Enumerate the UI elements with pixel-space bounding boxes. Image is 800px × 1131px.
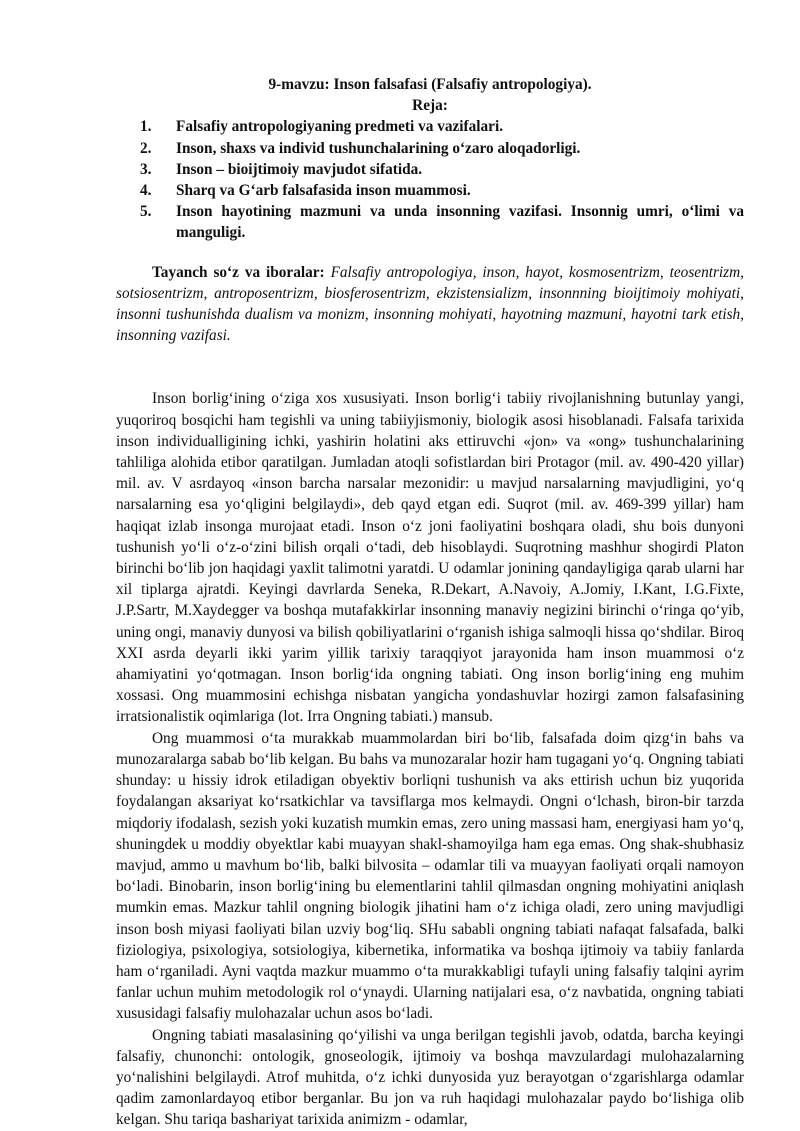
- plan-item-number: 3.: [140, 160, 152, 178]
- plan-item-text: Inson, shaxs va individ tushunchalarining o‘zaro aloqadorligi.: [176, 139, 581, 157]
- body-paragraph: Ongning tabiati masalasining qo‘yilishi va unga berilgan tegishli javob, odatda, barcha keyingi falsafiy, chunonchi: ontologik, gnoseologik, ijtimoiy va boshqa mavzulardagi mulohazalarning yo‘nalishini belgilaydi. Atrof muhitda, o‘z ichki dunyosida yuz berayotgan o‘zgarishlarga odamlar qadim zamonlardayoq etibor berganlar. Bu jon va ruh haqidagi mulohazalar paydo bo‘lishiga olib kelgan. Shu tariqa bashariyat tarixida animizm - odamlar,: [116, 1026, 744, 1129]
- body-paragraph: Ong muammosi o‘ta murakkab muammolardan biri bo‘lib, falsafada doim qizg‘in bahs va munozaralarga sabab bo‘lib kelgan. Bu bahs va munozaralar hozir ham tugagani yo‘q. Ongning tabiati shunday: u hissiy idrok etiladigan obyektiv borliqni tushunish va aks ettirish uchun biz yuqorida foydalangan aksariyat ko‘rsatkichlar va tavsiflarga mos kelmaydi. Ongni o‘lchash, biron-bir tarzda miqdoriy ifodalash, sezish yoki kuzatish mumkin emas, zero uning massasi ham, energiyasi ham yo‘q, shuningdek u moddiy obyektlar kabi muayyan shakl-shamoyilga ham ega emas. Ong shak-shubhasiz mavjud, ammo u mavhum bo‘lib, balki bilvosita – odamlar tili va muayyan faoliyati orqali namoyon bo‘ladi. Binobarin, inson borlig‘ining bu elementlarini tahlil qilmasdan ongning mohiyatini aniqlash mumkin emas. Mazkur tahlil ongning biologik jihatini ham o‘z ichiga oladi, zero uning mavjudligi inson bosh miyasi faoliyati bilan uzviy bog‘liq. SHu sababli ongning tabiati nafaqat falsafada, balki fiziologiya, psixologiya, sotsiologiya, kibernetika, informatika va boshqa ijtimoiy va tabiiy fanlarda ham o‘rganiladi. Ayni vaqtda mazkur muammo o‘ta murakkabligi tufayli uning falsafiy talqini ayrim fanlar uchun muhim metodologik rol o‘ynaydi. Ularning natijalari esa, o‘z navbatida, ongning tabiati xususidagi falsafiy mulohazalar uchun asos bo‘ladi.: [116, 729, 744, 1023]
- document-title: 9-mavzu: Inson falsafasi (Falsafiy antropologiya).: [268, 76, 592, 93]
- keywords-paragraph: [116, 262, 744, 347]
- plan-item: [116, 180, 744, 201]
- plan-list: [116, 116, 744, 243]
- document-page: [116, 74, 744, 1131]
- plan-heading: Reja:: [412, 97, 448, 115]
- plan-item-number: 5.: [140, 203, 152, 221]
- plan-item: [116, 138, 744, 159]
- keywords-text: Falsafiy antropologiya, inson, hayot, kosmosentrizm, teosentrizm, sotsiosentrizm, antroposentrizm, biosferosentrizm, ekzistensializm, insonnning bioijtimoiy mohiyati, insonni tushunishda dualism va monizm, insonning mohiyati, hayotning mazmuni, hayotni tark etish, insonning vazifasi.: [116, 263, 745, 345]
- plan-item-number: 4.: [140, 182, 152, 200]
- plan-item: [116, 159, 744, 180]
- plan-item-number: 2.: [140, 139, 152, 157]
- plan-item-number: 1.: [140, 118, 152, 136]
- body-paragraph: Inson borlig‘ining o‘ziga xos xususiyati. Inson borlig‘i tabiiy rivojlanishning butunlay yangi, yuqoriroq bosqichi ham tegishli va uning tabiiyjismoniy, biologik asosi hisoblanadi. Falsafa tarixida inson individualligining ichki, yashirin holatini aks ettiruvchi «jon» va «ong» tushunchalarining tahliliga alohida etibor qaratilgan. Jumladan atoqli sofistlardan biri Protagor (mil. av. 490-420 yillar) mil. av. V asrdayoq «inson barcha narsalar mezonidir: u mavjud narsalarning mavjudligini, yo‘q narsalarning esa yo‘qligini belgilaydi», deb qayd etgan edi. Suqrot (mil. av. 469-399 yillar) ham haqiqat izlab insonga murojaat etadi. Inson o‘z joni faoliyatini boshqara oladi, shu bois dunyoni tushunish yo‘li o‘z-o‘zini bilish orqali o‘tadi, deb hisoblaydi. Suqrotning mashhur shogirdi Platon birinchi bo‘lib jon haqidagi yaxlit talimotni yaratdi. U odamlar jonining qandayligiga qarab ularni har xil tiplarga ajratdi. Keyingi davrlarda Seneka, R.Dekart, A.Navoiy, A.Jomiy, I.Kant, I.G.Fixte, J.P.Sartr, M.Xaydegger va boshqa mutafakkirlar insonning manaviy negizini birinchi o‘ringa qo‘yib, uning ongi, manaviy dunyosi va bilish qobiliyatlarini o‘rganish ishiga salmoqli hissa qo‘shdilar. Biroq XXI asrda deyarli ikki yarim yillik tarixiy taraqqiyot jarayonida ham inson muammosi o‘z ahamiyatini yo‘qotmagan. Inson borlig‘ida ongning tabiati. Ong inson borlig‘ining eng muhim xossasi. Ong muammosini echishga nisbatan yangicha yondashuvlar hozirgi zamon falsafasining irratsionalistik oqimlariga (lot. Irra Ongning tabiati.) mansub.: [116, 390, 744, 726]
- plan-item-text: Sharq va G‘arb falsafasida inson muammosi.: [176, 182, 471, 200]
- plan-item: [116, 201, 744, 243]
- plan-item-text: Falsafiy antropologiyaning predmeti va vazifalari.: [176, 118, 504, 136]
- plan-item-text: Inson – bioijtimoiy mavjudot sifatida.: [176, 160, 423, 178]
- plan-item-text: Inson hayotining mazmuni va unda insonning vazifasi. Insonnig umri, o‘limi va manguligi.: [176, 203, 744, 242]
- keywords-label: Tayanch so‘z va iboralar:: [152, 263, 325, 281]
- plan-item: [116, 116, 744, 137]
